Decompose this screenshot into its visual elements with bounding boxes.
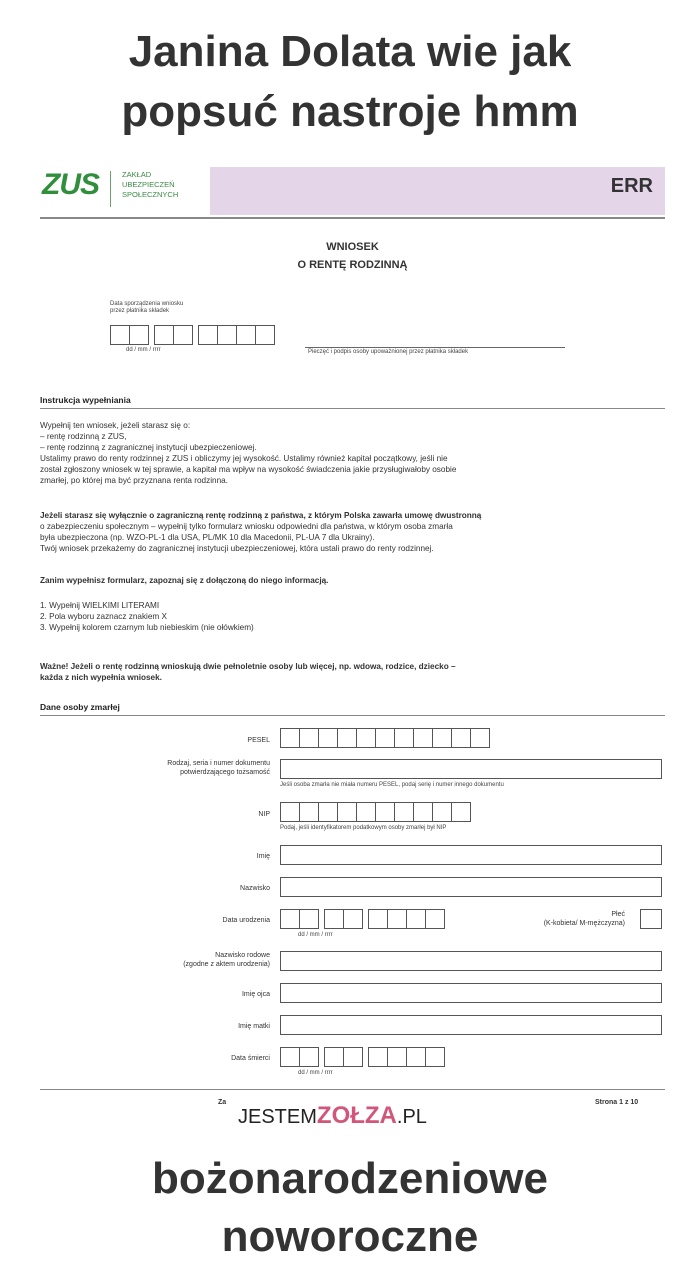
important-line: każda z nich wypełnia wniosek. [40, 673, 162, 682]
family-name-field[interactable] [280, 951, 662, 971]
pesel-cell[interactable] [299, 728, 319, 748]
nip-cell[interactable] [337, 802, 357, 822]
nip-cell[interactable] [356, 802, 376, 822]
nip-cell[interactable] [413, 802, 433, 822]
label-line: potwierdzającego tożsamość [180, 769, 270, 776]
pesel-cell[interactable] [394, 728, 414, 748]
date-cell[interactable] [299, 1047, 319, 1067]
step-line: 2. Pola wyboru zaznacz znakiem X [40, 612, 167, 621]
date-cell[interactable] [236, 325, 256, 345]
label-line: Nazwisko rodowe [215, 952, 270, 959]
nip-cell[interactable] [432, 802, 452, 822]
page-number: Strona 1 z 10 [595, 1099, 639, 1106]
birth-date-label: Data urodzenia [222, 917, 270, 924]
pesel-label: PESEL [247, 737, 270, 744]
nip-cell[interactable] [299, 802, 319, 822]
section-rule [40, 715, 665, 716]
pesel-cell[interactable] [337, 728, 357, 748]
instructions-text [40, 420, 640, 486]
footer-left: Za [218, 1099, 227, 1106]
pesel-cell[interactable] [413, 728, 433, 748]
date-cell[interactable] [324, 1047, 344, 1067]
instruction-line: o zabezpieczeniu społecznym – wypełnij tylko formularz wniosku odpowiedni dla państwa, w którym osoba zmarła [40, 522, 453, 531]
signature-line [305, 347, 565, 348]
instruction-line: Ustalimy prawo do renty rodzinnej z ZUS i obliczymy jej wysokość. Ustalimy również kapitał początkowy, jeśli nie [40, 454, 448, 463]
watermark-accent: ZOŁZA [316, 1102, 397, 1129]
mother-name-label: Imię matki [238, 1023, 270, 1030]
pesel-cell[interactable] [470, 728, 490, 748]
date-cell[interactable] [387, 1047, 407, 1067]
sex-field[interactable] [640, 909, 662, 929]
date-cell[interactable] [299, 909, 319, 929]
mother-name-field[interactable] [280, 1015, 662, 1035]
watermark-part: JESTEM [238, 1106, 317, 1128]
meme-bottom-caption [0, 1150, 700, 1266]
nip-label: NIP [258, 811, 270, 818]
death-date-label: Data śmierci [231, 1055, 270, 1062]
instruction-line: – rentę rodzinną z zagranicznej instytucji ubezpieczeniowej. [40, 443, 257, 452]
date-cell[interactable] [217, 325, 237, 345]
last-name-field[interactable] [280, 877, 662, 897]
date-format-hint: dd / mm / rrrr [298, 1070, 333, 1076]
instruction-line: został zgłoszony wniosek w tej sprawie, a kapitał ma wpływ na wysokość świadczenia jakie przysługiwałoby osobie [40, 465, 457, 474]
nip-hint: Podaj, jeśli identyfikatorem podatkowym osoby zmarłej był NIP [280, 825, 447, 831]
header-rule [40, 217, 665, 219]
date-cell[interactable] [173, 325, 193, 345]
father-name-field[interactable] [280, 983, 662, 1003]
date-cell[interactable] [198, 325, 218, 345]
document-hint: Jeśli osoba zmarła nie miała numeru PESEL, podaj serię i numer innego dokumentu [280, 782, 504, 788]
identity-document-field[interactable] [280, 759, 662, 779]
date-cell[interactable] [280, 1047, 300, 1067]
first-name-field[interactable] [280, 845, 662, 865]
form-code: ERR [610, 175, 653, 197]
stamp-label: Pieczęć i podpis osoby upoważnionej przez płatnika składek [308, 349, 469, 355]
org-name-line: ZAKŁAD [122, 170, 152, 179]
date-cell[interactable] [255, 325, 275, 345]
pesel-cell[interactable] [280, 728, 300, 748]
date-cell[interactable] [425, 1047, 445, 1067]
date-cell[interactable] [343, 909, 363, 929]
label-line: Płeć [611, 911, 625, 918]
label-line: Rodzaj, seria i numer dokumentu [167, 760, 270, 767]
death-date-cells[interactable] [280, 1047, 444, 1067]
nip-cell[interactable] [375, 802, 395, 822]
section-rule [40, 408, 665, 409]
step-line: 3. Wypełnij kolorem czarnym lub niebieskim (nie ołówkiem) [40, 623, 254, 632]
org-name-line: UBEZPIECZEŃ [122, 180, 175, 189]
site-watermark [232, 1100, 433, 1132]
important-line: Ważne! Jeżeli o rentę rodzinną wnioskują dwie pełnoletnie osoby lub więcej, np. wdowa, rodzice, dziecko – [40, 662, 456, 671]
pesel-cell[interactable] [375, 728, 395, 748]
caption-line: noworoczne [221, 1212, 479, 1261]
caption-line: Janina Dolata wie jak [128, 27, 572, 76]
step-line: 1. Wypełnij WIELKIMI LITERAMI [40, 601, 160, 610]
date-cell[interactable] [110, 325, 130, 345]
father-name-label: Imię ojca [241, 991, 270, 998]
date-cell[interactable] [368, 909, 388, 929]
date-cell[interactable] [280, 909, 300, 929]
nip-cell[interactable] [318, 802, 338, 822]
sex-label [395, 910, 625, 928]
last-name-label: Nazwisko [240, 885, 270, 892]
fill-steps [40, 600, 640, 633]
pesel-cell[interactable] [356, 728, 376, 748]
date-label: przez płatnika składek [110, 308, 170, 314]
meme-top-caption [0, 22, 700, 142]
date-format-hint: dd / mm / rrrr [298, 932, 333, 938]
instructions-title: Instrukcja wypełniania [40, 395, 131, 405]
date-cell[interactable] [343, 1047, 363, 1067]
instruction-line: zmarłej, po której ma być przyznana renta rodzinna. [40, 476, 228, 485]
preparation-date-cells[interactable] [110, 325, 274, 345]
family-name-label [40, 951, 270, 969]
nip-cells[interactable] [280, 802, 470, 822]
date-label: Data sporządzenia wniosku [110, 301, 184, 307]
instruction-line: Jeżeli starasz się wyłącznie o zagraniczną rentę rodzinną z państwa, z którym Polska zawarła umowę dwustronną [40, 511, 482, 520]
date-cell[interactable] [406, 1047, 426, 1067]
instructions-foreign [40, 510, 640, 554]
caption-line: bożonarodzeniowe [152, 1154, 548, 1203]
date-cell[interactable] [324, 909, 344, 929]
form-subtitle: O RENTĘ RODZINNĄ [297, 259, 408, 271]
watermark-part: .PL [396, 1106, 427, 1128]
header-band [210, 167, 665, 215]
org-name-line: SPOŁECZNYCH [122, 190, 179, 199]
nip-cell[interactable] [451, 802, 471, 822]
caption-line: popsuć nastroje hmm [121, 87, 579, 136]
logo-divider [110, 171, 111, 207]
label-line: (zgodne z aktem urodzenia) [183, 961, 270, 968]
form-title: WNIOSEK [326, 241, 379, 253]
zus-form-document [40, 165, 665, 1125]
date-cell[interactable] [154, 325, 174, 345]
document-label [40, 759, 270, 777]
pesel-cell[interactable] [318, 728, 338, 748]
date-format-hint: dd / mm / rrrr [126, 347, 161, 353]
zus-logo: ZUS [42, 168, 99, 201]
nip-cell[interactable] [394, 802, 414, 822]
instruction-line: Zanim wypełnisz formularz, zapoznaj się z dołączoną do niego informacją. [40, 576, 329, 585]
deceased-section-title: Dane osoby zmarłej [40, 702, 120, 712]
instruction-line: – rentę rodzinną z ZUS, [40, 432, 127, 441]
pesel-cells[interactable] [280, 728, 489, 748]
pesel-cell[interactable] [432, 728, 452, 748]
instruction-line: była ubezpieczona (np. WZO-PL-1 dla USA, PL/MK 10 dla Macedonii, PL-UA 7 dla Ukrainy). [40, 533, 375, 542]
pesel-cell[interactable] [451, 728, 471, 748]
first-name-label: Imię [256, 853, 270, 860]
label-line: (K-kobieta/ M-mężczyzna) [543, 920, 625, 927]
important-note [40, 661, 640, 683]
before-fill-note [40, 575, 640, 586]
instruction-line: Twój wniosek przekażemy do zagranicznej instytucji ubezpieczeniowej, która ustali prawo do renty rodzinnej. [40, 544, 434, 553]
date-cell[interactable] [129, 325, 149, 345]
footer-rule [40, 1089, 665, 1090]
instruction-line: Wypełnij ten wniosek, jeżeli starasz się o: [40, 421, 191, 430]
nip-cell[interactable] [280, 802, 300, 822]
date-cell[interactable] [368, 1047, 388, 1067]
org-name [122, 170, 178, 200]
